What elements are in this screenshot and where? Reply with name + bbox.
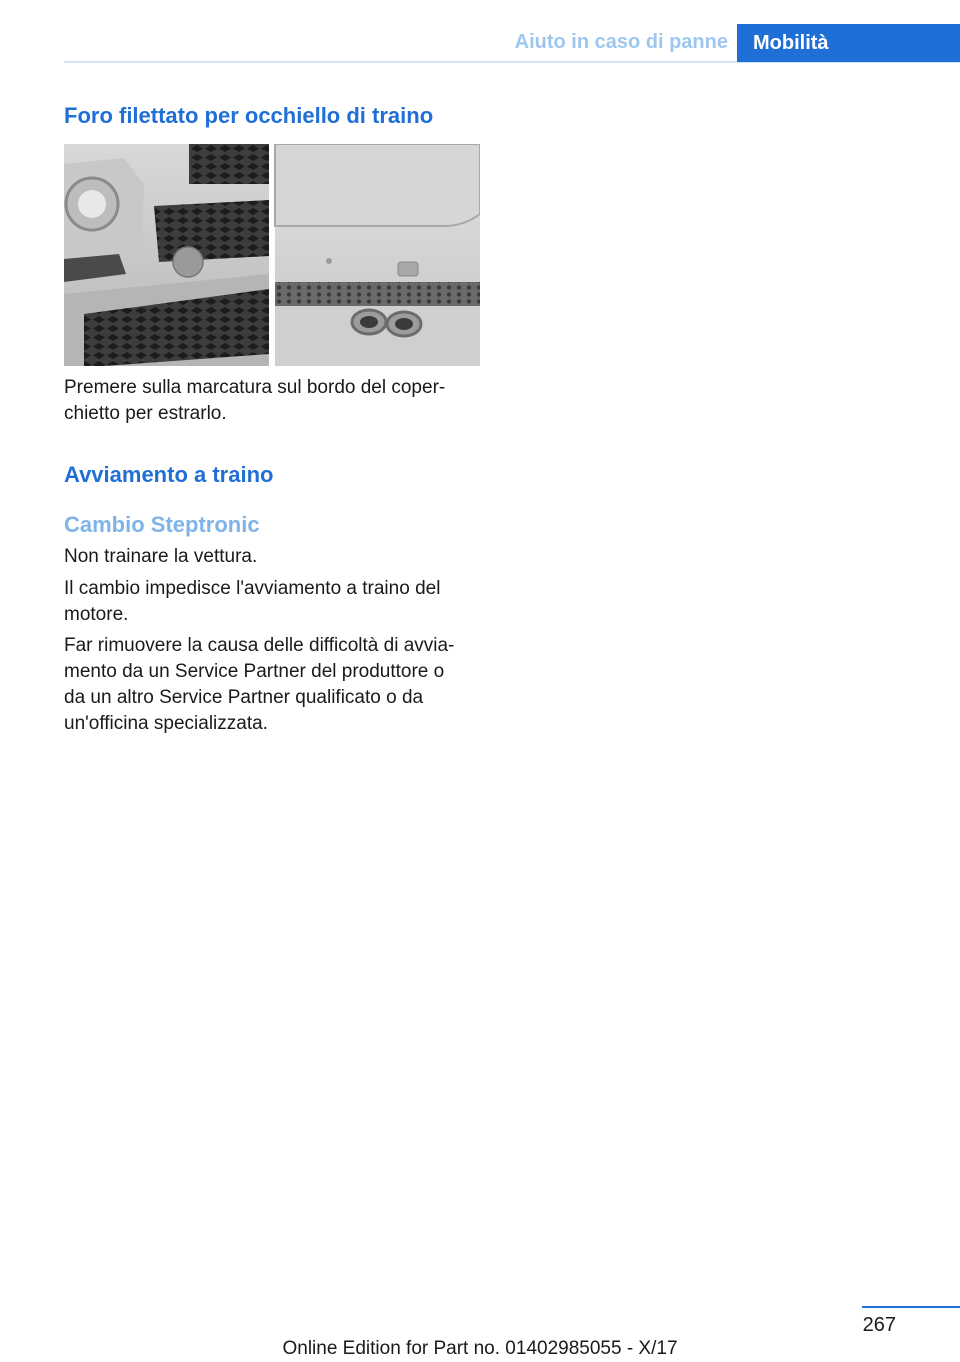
header-chapter-tab[interactable] [737,24,960,62]
paragraph-service-line-1: Far rimuovere la causa delle difficoltà di avvia- [64,635,455,656]
caption-line-1: Premere sulla marcatura sul bordo del coper- [64,377,446,398]
paragraph-service-line-4: un'officina specializzata. [64,713,268,734]
header-section-title[interactable]: Aiuto in caso di panne [514,31,728,53]
header-chapter-label: Mobilità [753,31,829,54]
paragraph-transmission-line-2: motore. [64,604,129,625]
paragraph-service-line-2: mento da un Service Partner del produttore o [64,661,445,682]
caption-line-2: chietto per estrarlo. [64,403,227,424]
paragraph-transmission-line-1: Il cambio impedisce l'avviamento a traino del [64,578,441,599]
paragraph-service-line-3: da un altro Service Partner qualificato o da [64,687,424,708]
footer-rule [862,1306,960,1308]
page-number: 267 [862,1314,896,1336]
paragraph-service-partner [64,633,484,737]
caption-paragraph [64,375,484,427]
edition-footer: Online Edition for Part no. 01402985055 - X/17 [282,1338,678,1359]
paragraph-transmission [64,576,484,628]
section-heading-tow-hook-thread: Foro filettato per occhiello di traino [64,103,434,128]
subheading-steptronic: Cambio Steptronic [64,512,260,537]
section-heading-tow-start: Avviamento a traino [64,462,274,487]
paragraph-do-not-tow: Non trainare la vettura. [64,546,258,567]
tow-hook-cover-illustration [64,144,480,366]
